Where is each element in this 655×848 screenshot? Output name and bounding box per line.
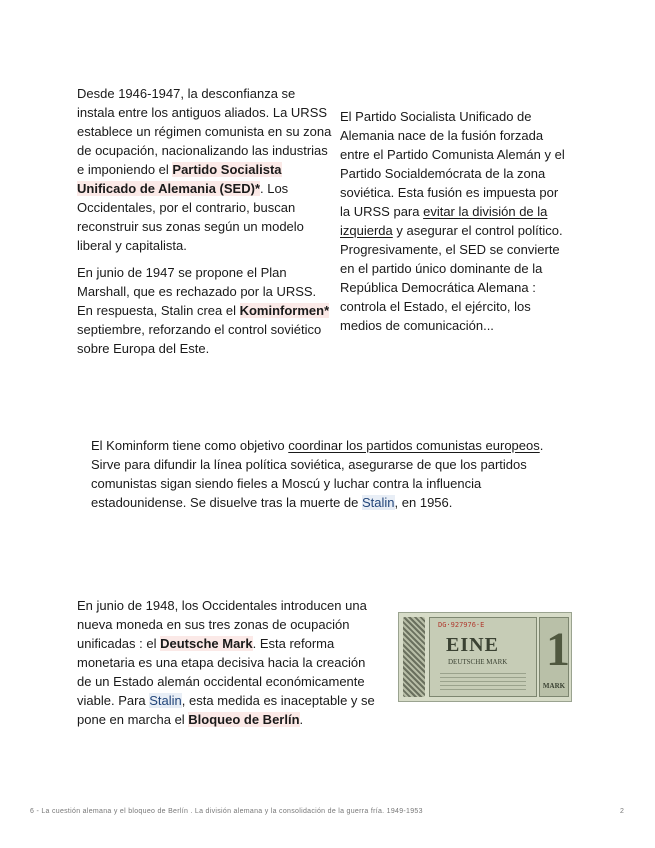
banknote-deutsche-mark: DEUTSCHE MARK (448, 658, 508, 666)
paragraph-kominform: El Kominform tiene como objetivo coordinar los partidos comunistas europeos. Sirve para difundir la línea política soviética, asegurarse de que los partidos comunistas sigan siendo fieles a Moscú y luchar contra la influencia estadounidense. Se disuelve tras la muerte de Stalin, en 1956. (91, 438, 544, 510)
kominform-definition (91, 436, 566, 520)
right-column (340, 107, 565, 343)
page-number: 2 (620, 808, 624, 815)
left-column (77, 84, 332, 366)
banknote-denomination (539, 617, 569, 697)
highlight-sed: Partido Socialista Unificado de Alemania (SED)* (77, 162, 282, 196)
link-stalin-2[interactable]: Stalin (149, 693, 182, 708)
link-stalin[interactable]: Stalin (362, 495, 395, 510)
paragraph-sed-intro: Desde 1946-1947, la desconfianza se instala entre los antiguos aliados. La URSS establece un régimen comunista en su zona de ocupación, nacionalizando las industrias e imponiendo el Partido Socialista Unificado de Alemania (SED)*. Los Occidentales, por el contrario, buscan reconstruir sus zonas según un modelo liberal y capitalista. (77, 86, 332, 253)
highlight-deutsche-mark: Deutsche Mark (160, 636, 253, 651)
highlight-bloqueo: Bloqueo de Berlín (188, 712, 300, 727)
banknote-fine-print (440, 672, 526, 690)
banknote-eine: EINE (446, 634, 499, 656)
underline-division-izquierda: evitar la división de la izquierda (340, 204, 548, 238)
deutsche-mark-section (77, 596, 382, 737)
paragraph-sed-definition: El Partido Socialista Unificado de Alemania nace de la fusión forzada entre el Partido Comunista Alemán y el Partido Socialdemócrata de la zona soviética. Esta fusión es impuesta por la URSS para evitar la división de la izquierda y asegurar el control político. Progresivamente, el SED se convierte en el partido único dominante de la República Democrática Alemana : controla el Estado, el ejército, los medios de comunicación... (340, 109, 565, 333)
banknote-ornament (403, 617, 425, 697)
banknote-serial: DG·927976·E (438, 621, 485, 629)
highlight-kominform: Kominformen* (239, 303, 330, 318)
banknote-digit: 1 (546, 623, 570, 676)
banknote-image (398, 612, 572, 702)
banknote-mark-label: MARK (542, 682, 566, 690)
underline-coordinar: coordinar los partidos comunistas europeos (288, 438, 540, 453)
banknote-face (429, 617, 537, 697)
paragraph-deutsche-mark: En junio de 1948, los Occidentales introducen una nueva moneda en sus tres zonas de ocupación unificadas : el Deutsche Mark. Esta reforma monetaria es una etapa decisiva hacia la creación de un Estado alemán occidental económicamente viable. Para Stalin, esta medida es inaceptable y se pone en marcha el Bloqueo de Berlín. (77, 598, 375, 727)
paragraph-marshall: En junio de 1947 se propone el Plan Marshall, que es rechazado por la URSS. En respuesta, Stalin crea el Kominformen* septiembre, reforzando el control soviético sobre Europa del Este. (77, 265, 330, 356)
footer-text: 6 - La cuestión alemana y el bloqueo de Berlín . La división alemana y la consolidación de la guerra fría. 1949-1953 (30, 808, 423, 815)
